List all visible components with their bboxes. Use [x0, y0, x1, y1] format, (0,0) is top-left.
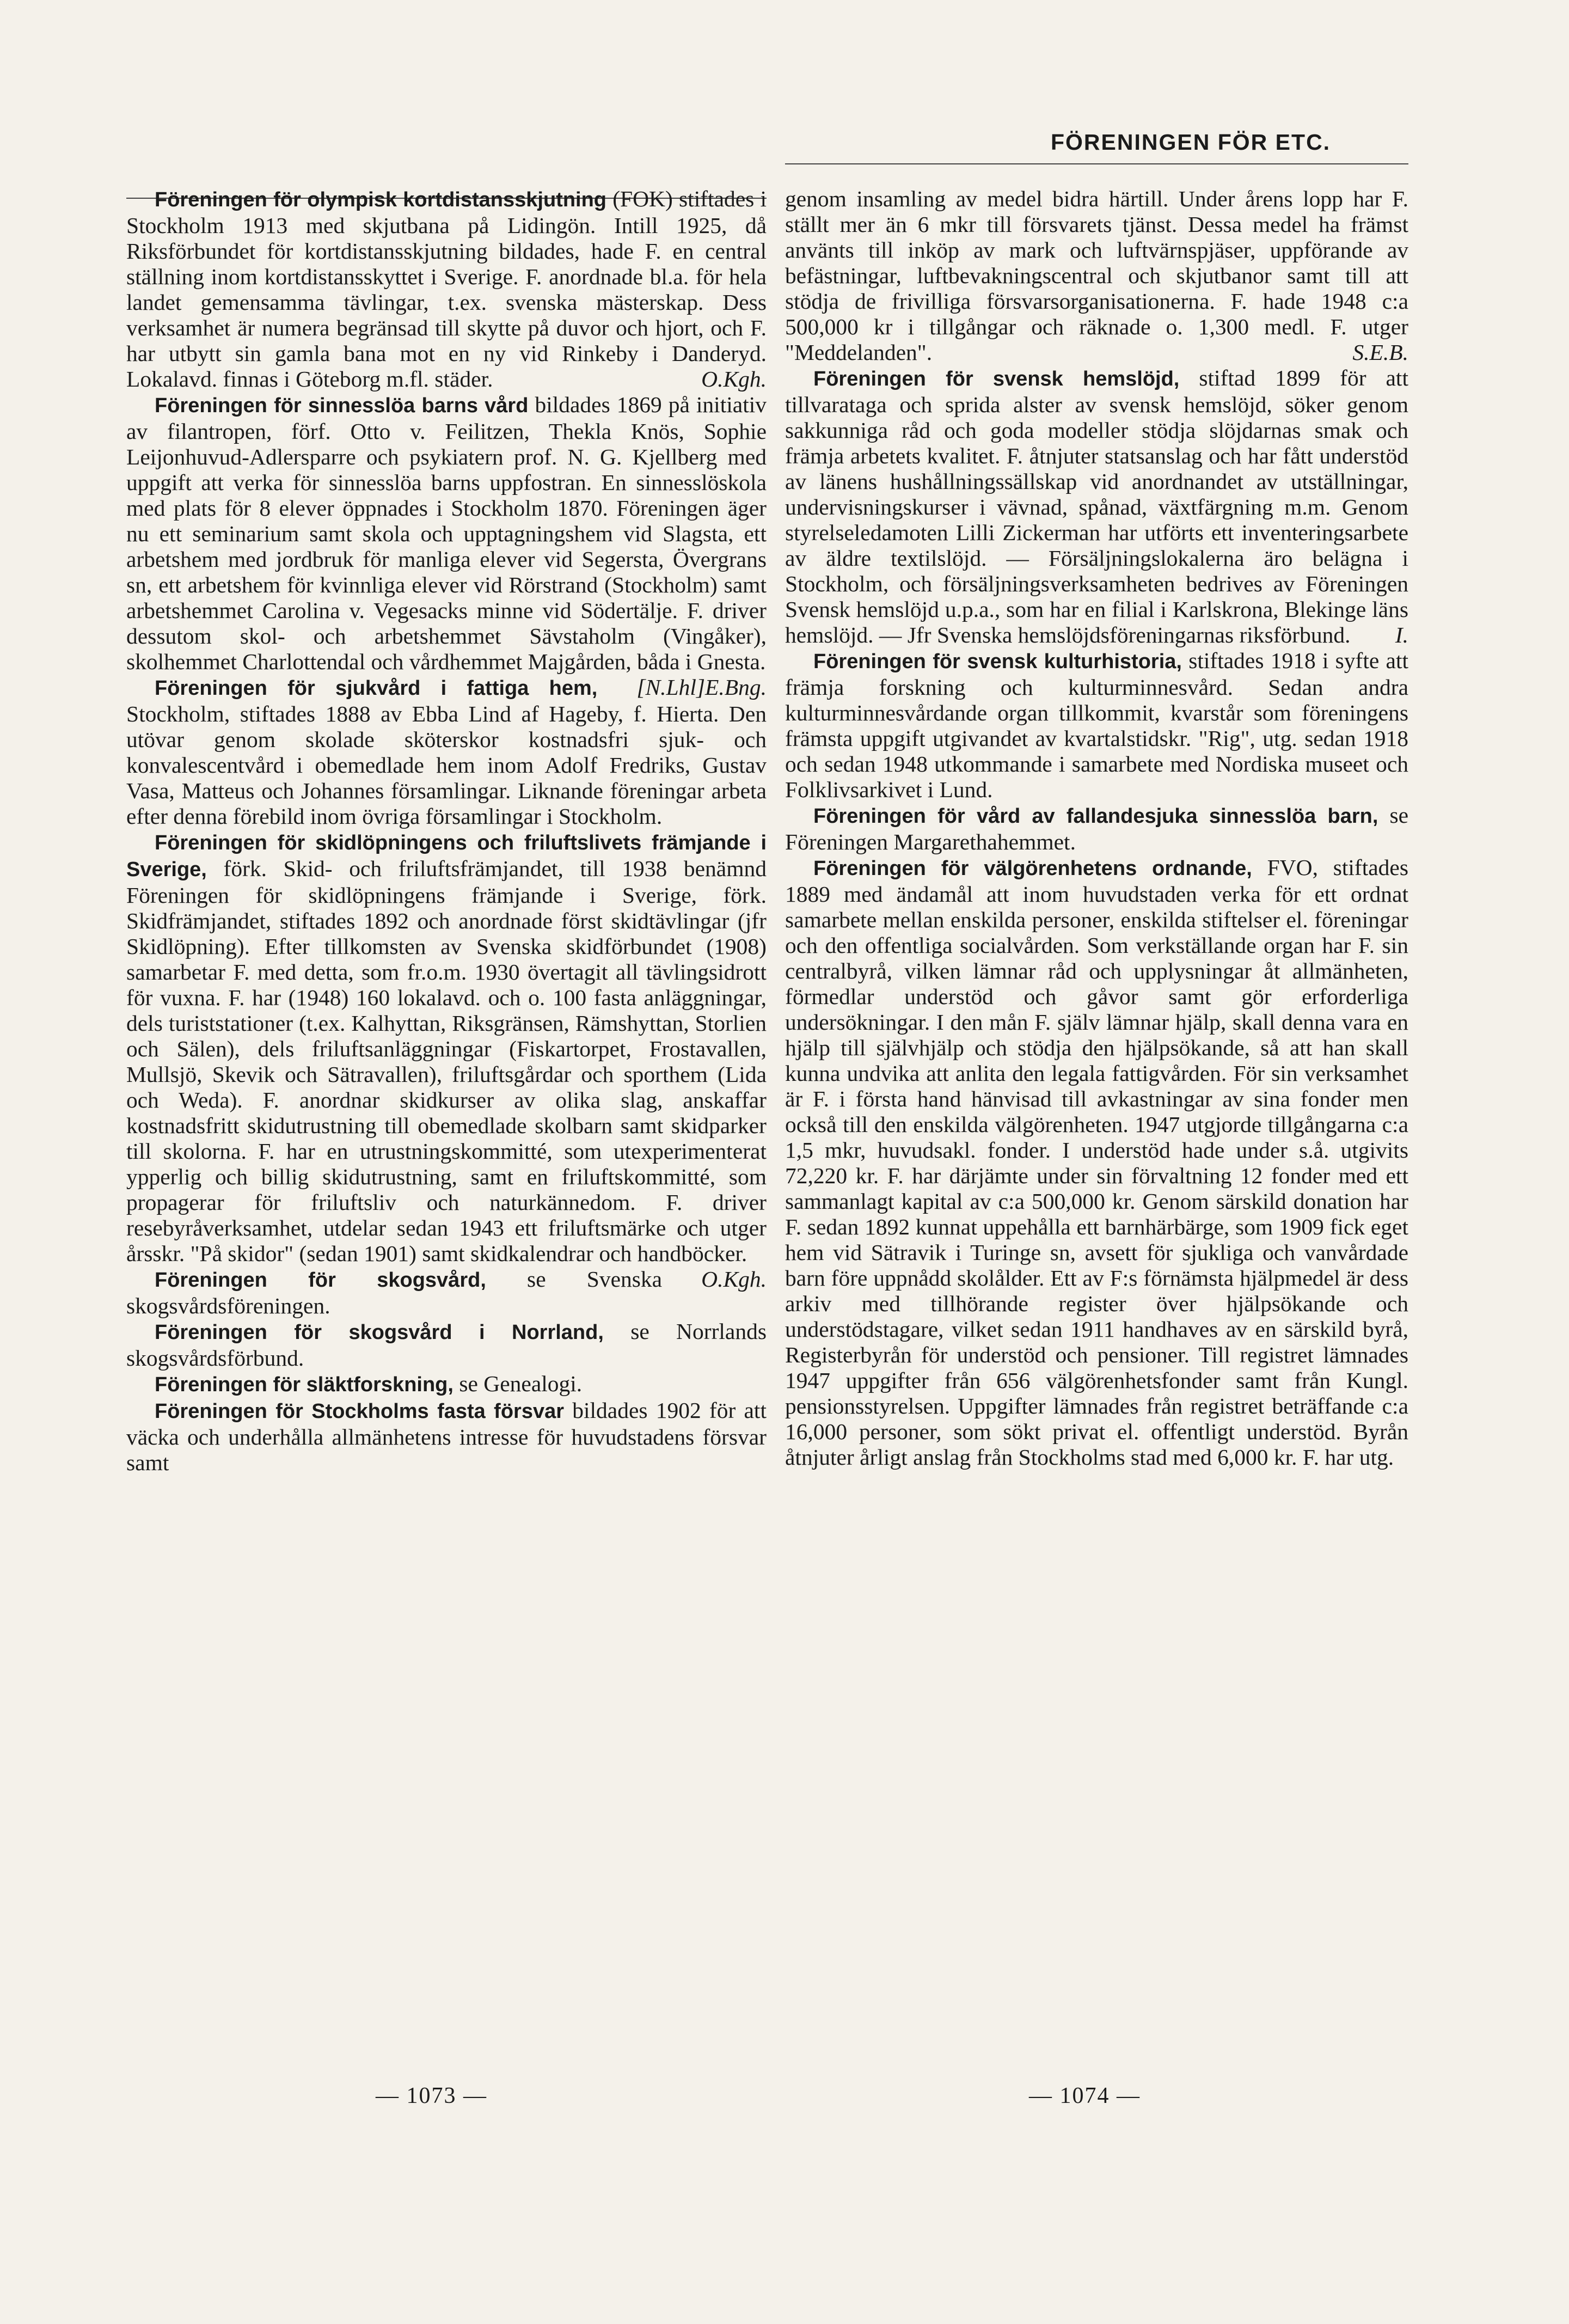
entry: [785, 803, 1408, 855]
entry-body: se Föreningen Margarethahemmet.: [785, 803, 1409, 854]
entry: [785, 855, 1408, 1470]
left-column: [126, 186, 767, 1476]
entry-signature: S.E.B.: [1352, 340, 1408, 365]
entry: [785, 365, 1408, 648]
entry-head: Föreningen för skogsvård i Norrland,: [155, 1321, 604, 1344]
entry-body: bildades 1869 på initiativ av filantropen, förf. Otto v. Feilitzen, Thekla Knös, Sophie Leijonhuvud-Adlersparre och psykiatern prof. N. G. Kjellberg med uppgift att verka för sinnesslöa barns uppfostran. En sinnesslöskola med plats för 8 elever öppnades i Stockholm 1870. Föreningen äger nu ett seminarium samt skola och upptagningshem vid Slagsta, ett arbetshem med jordbruk för manliga elever vid Segersta, Övergrans sn, ett arbetshem för kvinnliga elever vid Rörstrand (Stockholm) samt arbetshemmet Carolina v. Vegesacks minne vid Södertälje. F. driver dessutom skol- och arbetshemmet Sävstaholm (Vingåker), skolhemmet Charlottendal och vårdhemmet Majgården, båda i Gnesta.: [126, 392, 767, 674]
entry-head: Föreningen för vård av fallandesjuka sinnesslöa barn,: [813, 805, 1378, 828]
entry: [126, 1267, 767, 1319]
entry-head: Föreningen för svensk kulturhistoria,: [813, 650, 1182, 673]
right-column: [785, 186, 1408, 1470]
entry-head: Föreningen för skogsvård,: [155, 1269, 486, 1292]
top-rule-right: [785, 163, 1408, 164]
entry-head: Föreningen för skidlöpningens och friluftslivets främjande i Sverige,: [126, 831, 767, 881]
entry-body: förk. Skid- och friluftsfrämjandet, till 1938 benämnd Föreningen för skidlöpningens främjande i Sverige, förk. Skidfrämjandet, stiftades 1892 och anordnade först skidtävlingar (jfr Skidlöpning). Efter tillkomsten av Svenska skidförbundet (1908) samarbetar F. med detta, som fr.o.m. 1930 övertagit all tävlingsidrott för vuxna. F. har (1948) 160 lokalavd. och o. 100 fasta anläggningar, dels turiststationer (t.ex. Kalhyttan, Riksgränsen, Rämshyttan, Storlien och Sälen), dels friluftsanläggningar (Fiskartorpet, Frostavallen, Mullsjö, Skevik och Sätravallen), friluftsgårdar och sporthem (Lida och Weda). F. anordnar skidkurser av olika slag, anskaffar kostnadsfritt skidutrustning till obemedlade skolbarn samt skidparker till skolorna. F. har en utrustningskommitté, som utexperimenterat ypperlig och billig skidutrustning, samt en friluftskommitté, som propagerar för friluftsliv och naturkännedom. F. driver resebyråverksamhet, utdelar sedan 1943 ett friluftsmärke och utger årsskr. "På skidor" (sedan 1901) samt skidkalendrar och handböcker.: [126, 856, 767, 1266]
entry-head: Föreningen för olympisk kortdistansskjutning: [155, 188, 607, 211]
running-head: FÖRENINGEN FÖR ETC.: [1051, 130, 1331, 155]
entry-body: FVO, stiftades 1889 med ändamål att inom huvudstaden verka för ett ordnat samarbete mellan enskilda personer, enskilda stiftelser el. föreningar och den offentliga socialvården. Som verkställande organ har F. sin centralbyrå, vilken lämnar råd och upplysningar åt allmänheten, förmedlar understöd och gåvor samt gör erforderliga undersökningar. I den mån F. själv lämnar hjälp, skall denna vara en hjälp till självhjälp och stödja den hjälpsökande, så att han skall kunna undvika att anlita den legala fattigvården. För sin verksamhet är F. i första hand hänvisad till avkastningar av sina fonder men också till den enskilda välgörenheten. 1947 utgjorde tillgångarna c:a 1,5 mkr, huvudsakl. fonder. I understöd hade under s.å. utgivits 72,220 kr. F. har därjämte under sin förvaltning 12 fonder med ett sammanlagt kapital av c:a 500,000 kr. Genom särskild donation har F. sedan 1892 kunnat uppehålla ett barnhärbärge, som 1909 fick eget hem vid Sätravik i Turinge sn, avsett för sjukliga och vanvårdade barn före uppnådd skolålder. Ett av F:s förnämsta hjälpmedel är dess arkiv med tillhörande register över hjälpsökande och understödstagare, vilket sedan 1911 handhaves av en särskild byrå, Registerbyrån för understöd och pensioner. Till registret lämnades 1947 uppgifter från 656 välgörenhetsfonder samt från Kungl. pensionsstyrelsen. Uppgifter lämnades från registret beträffande c:a 16,000 personer, som sökt privat el. offentligt understöd. Byrån åtnjuter årligt anslag från Stockholms stad med 6,000 kr. F. har utg.: [785, 855, 1408, 1470]
entry-head: Föreningen för släktforskning,: [155, 1373, 453, 1396]
entry-signature: O.Kgh.: [701, 366, 767, 392]
entry-head: Föreningen för sjukvård i fattiga hem,: [155, 677, 598, 700]
entry-body: (FOK) stiftades i Stockholm 1913 med skjutbana på Lidingön. Intill 1925, då Riksförbundet för kortdistansskjutning bildades, hade F. en central ställning inom kortdistansskyttet i Sverige. F. anordnade bl.a. för hela landet gemensamma tävlingar, t.ex. svenska mästerskap. Dess verksamhet är numera begränsad till skytte på duvor och hjort, och F. har utbytt sin gamla bana mot en ny vid Rinkeby i Danderyd. Lokalavd. finnas i Göteborg m.fl. städer.: [126, 186, 767, 392]
page-number-left: — 1073 —: [376, 2083, 487, 2108]
entry-body: se Norrlands skogsvårdsförbund.: [126, 1319, 767, 1371]
entry-body: genom insamling av medel bidra härtill. Under årens lopp har F. ställt mer än 6 mkr till försvarets tjänst. Dessa medel ha främst använts till inköp av mark och luftvärnspjäser, uppförande av befästningar, luftbevakningscentral och skjutbanor samt till att stödja de frivilliga försvarsorganisationerna. F. hade 1948 c:a 500,000 kr i tillgångar och räknade o. 1,300 medl. F. utger "Meddelanden".: [785, 186, 1408, 365]
entry: [126, 1319, 767, 1371]
entry-head: Föreningen för välgörenhetens ordnande,: [813, 857, 1252, 880]
entry-body: se Svenska skogsvårdsföreningen.: [126, 1267, 663, 1318]
entry-signature: [N.Lhl]E.Bng.: [636, 675, 767, 700]
entry-body: bildades 1902 för att väcka och underhålla allmänhetens intresse för huvudstadens försvar samt: [126, 1398, 767, 1475]
entry: [126, 1398, 767, 1476]
entry-body: stiftades 1918 i syfte att främja forskning och kulturminnesvård. Sedan andra kulturminnesvårdande organ tillkommit, kvarstår som föreningens främsta uppgift utgivandet av kvartalstidskr. "Rig", utg. sedan 1918 och sedan 1948 utkommande i samarbete med Nordiska museet och Folklivsarkivet i Lund.: [785, 648, 1409, 802]
entry-head: Föreningen för sinnesslöa barns vård: [155, 394, 529, 417]
entry-body: Stockholm, stiftades 1888 av Ebba Lind af Hageby, f. Hierta. Den utövar genom skolade sköterskor kostnadsfri sjuk- och konvalescentvård i obemedlade hem inom Adolf Fredriks, Gustav Vasa, Matteus och Johannes församlingar. Liknande föreningar arbeta efter denna förebild inom övriga församlingar i Stockholm.: [126, 701, 767, 829]
entry-body: se Genealogi.: [459, 1371, 583, 1396]
entry-signature: O.Kgh.: [701, 1267, 767, 1292]
entry-head: Föreningen för Stockholms fasta försvar: [155, 1400, 565, 1423]
entry-head: Föreningen för svensk hemslöjd,: [813, 368, 1180, 390]
entry: [126, 1371, 767, 1398]
entry-signature: I.: [1395, 622, 1408, 647]
page-number-right: — 1074 —: [1029, 2083, 1141, 2108]
entry-continued: [785, 186, 1408, 365]
entry-body: stiftad 1899 för att tillvarataga och sprida alster av svensk hemslöjd, söker genom sakkunniga råd och goda modeller stödja slöjdarnas smak och främja arbetets kvalitet. F. åtnjuter statsanslag och har fått understöd av länens hushållningssällskap vid anordnandet av utställningar, undervisningskurser i vävnad, spånad, växtfärgning m.m. Genom styrelseledamoten Lilli Zickerman har utförts ett inventeringsarbete av äldre textilslöjd. — Försäljningslokalerna äro belägna i Stockholm, och försäljningsverksamheten bedrives av Föreningen Svensk hemslöjd u.p.a., som har en filial i Karlskrona, Blekinge läns hemslöjd. — Jfr Svenska hemslöjdsföreningarnas riksförbund.: [785, 365, 1408, 647]
entry: [126, 186, 767, 392]
entry: [785, 648, 1408, 803]
